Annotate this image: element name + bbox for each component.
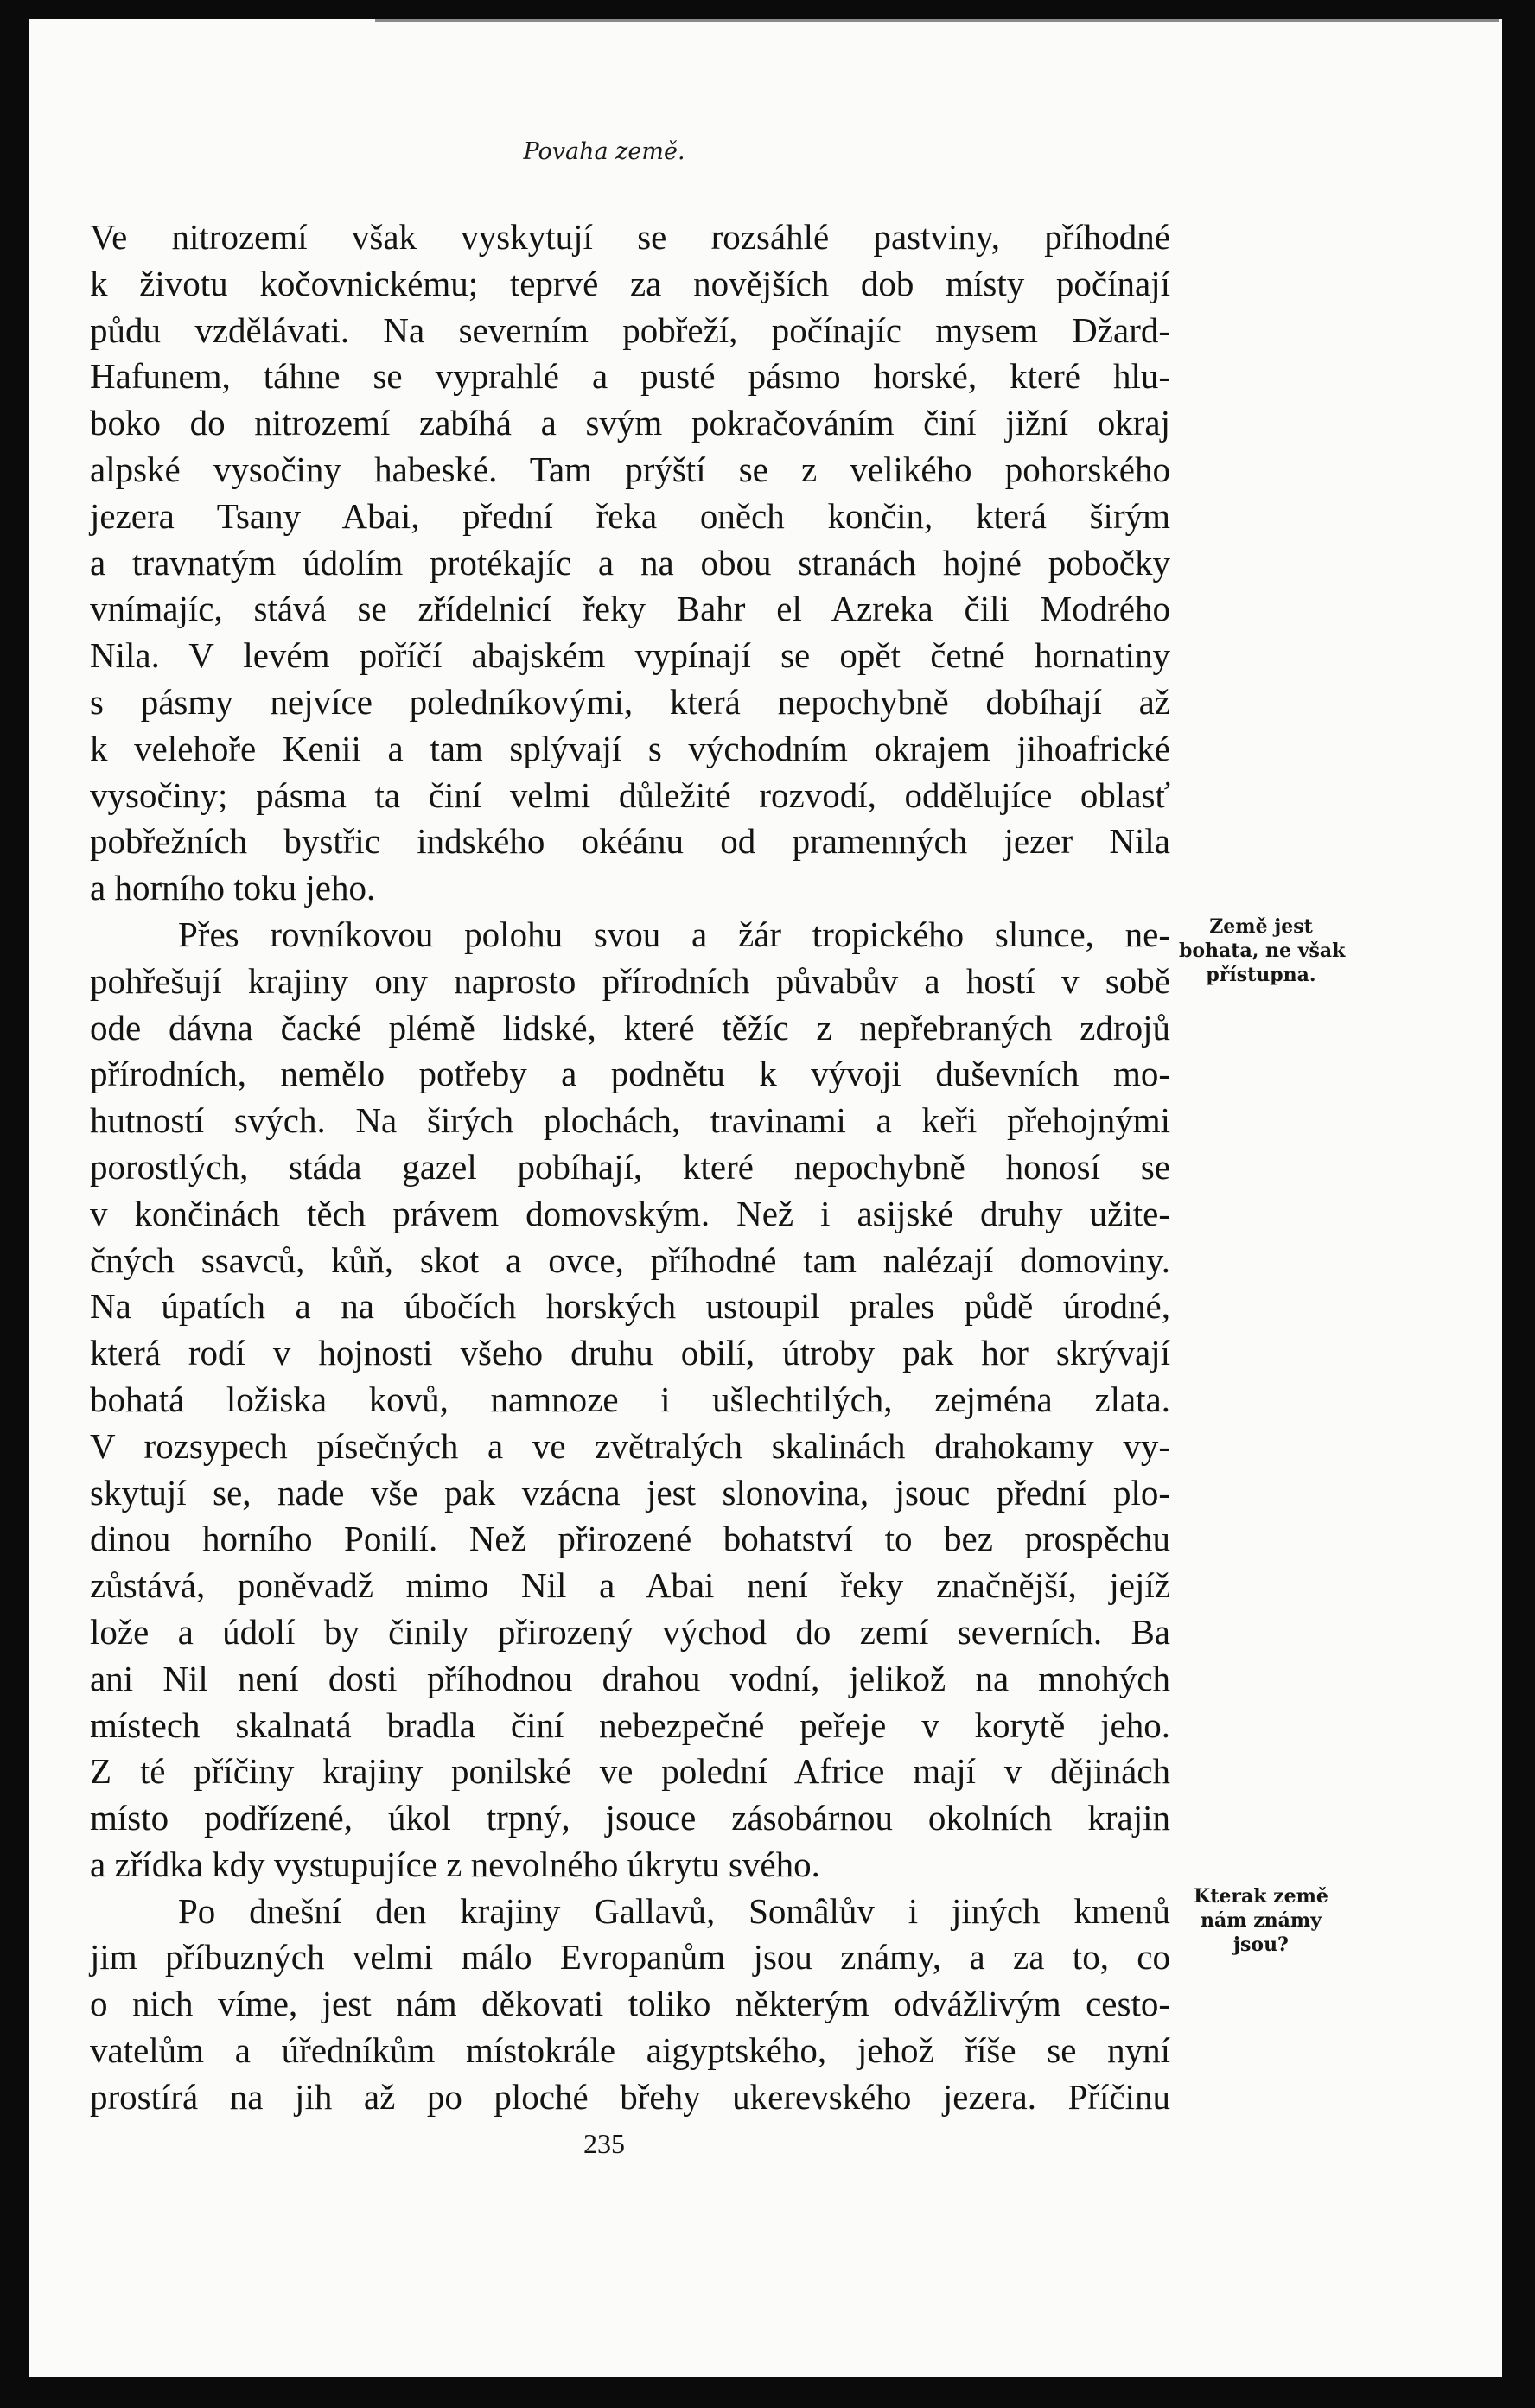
body-text xyxy=(90,214,1170,2121)
text-line: ani Nil není dosti příhodnou drahou vodní, jelikož na mnohých xyxy=(90,1658,1170,1698)
paragraph-3 xyxy=(90,1889,1170,2121)
text-line: Nila. V levém poříčí abajském vypínají se opět četné hornatiny xyxy=(90,635,1170,676)
text-line: skytují se, nade vše pak vzácna jest slonovina, jsouc přední plo- xyxy=(90,1472,1170,1513)
margin-note-line: bohata, ne však xyxy=(1179,940,1346,962)
text-line: a horního toku jeho. xyxy=(90,868,376,908)
text-line: hutností svých. Na širých plochách, travinami a keři přehojnými xyxy=(90,1100,1170,1141)
margin-note-line: Kterak země xyxy=(1194,1885,1328,1908)
text-line: lože a údolí by činily přirozený východ do zemí severních. Ba xyxy=(90,1611,1170,1652)
margin-note-wealth xyxy=(1179,914,1346,987)
text-line: a travnatým údolím protékajíc a na obou stranách hojné pobočky xyxy=(90,542,1170,583)
text-line: Z té příčiny krajiny ponilské ve polední Africe mají v dějinách xyxy=(90,1751,1170,1792)
text-line: Na úpatích a na úbočích horských ustoupil prales půdě úrodné, xyxy=(90,1286,1170,1327)
text-line: půdu vzdělávati. Na severním pobřeží, počínajíc mysem Džard- xyxy=(90,309,1170,350)
page-edge-shadow xyxy=(375,19,1499,22)
text-line: k velehoře Kenii a tam splývají s východním okrajem jihoafrické xyxy=(90,728,1170,768)
text-line: s pásmy nejvíce poledníkovými, která nepochybně dobíhají až xyxy=(90,681,1170,722)
page-number: 235 xyxy=(583,2128,625,2159)
text-line: bohatá ložiska kovů, namnoze i ušlechtilých, zejména zlata. xyxy=(90,1379,1170,1419)
text-line: Ve nitrozemí však vyskytují se rozsáhlé pastviny, příhodné xyxy=(90,217,1170,257)
paragraph-2 xyxy=(90,912,1170,1889)
margin-note-knowledge xyxy=(1179,1884,1343,1957)
text-line: jezera Tsany Abai, přední řeka oněch končin, která širým xyxy=(90,495,1170,536)
margin-note-line: Země jest xyxy=(1209,915,1313,938)
text-line: čných ssavců, kůň, skot a ovce, příhodné tam nalézají domoviny. xyxy=(90,1239,1170,1280)
text-line: vysočiny; pásma ta činí velmi důležité rozvodí, oddělujíce oblasť xyxy=(90,774,1170,815)
text-line: prostírá na jih až po ploché břehy ukerevského jezera. Příčinu xyxy=(90,2076,1170,2117)
text-line: vatelům a úředníkům místokrále aigyptského, jehož říše se nyní xyxy=(90,2030,1170,2071)
text-line: pobřežních bystřic indského okéánu od pramenných jezer Nila xyxy=(90,821,1170,862)
text-line: boko do nitrozemí zabíhá a svým pokračováním činí jižní okraj xyxy=(90,403,1170,443)
margin-note-line: přístupna. xyxy=(1206,964,1316,986)
text-line: Po dnešní den krajiny Gallavů, Somâlův i jiných kmenů xyxy=(178,1890,1170,1931)
text-line: místech skalnatá bradla činí nebezpečné peřeje v korytě jeho. xyxy=(90,1704,1170,1745)
text-line: Přes rovníkovou polohu svou a žár tropického slunce, ne- xyxy=(178,914,1170,954)
text-line: Hafunem, táhne se vyprahlé a pusté pásmo horské, které hlu- xyxy=(90,356,1170,397)
text-line: pohřešují krajiny ony naprosto přírodních půvabův a hostí v sobě xyxy=(90,960,1170,1001)
text-line: dinou horního Ponilí. Než přirozené bohatství to bez prospěchu xyxy=(90,1519,1170,1559)
paragraph-1 xyxy=(90,214,1170,912)
running-title: Povaha země. xyxy=(523,138,685,165)
text-line: porostlých, stáda gazel pobíhají, které nepochybně honosí se xyxy=(90,1146,1170,1187)
book-page xyxy=(29,19,1502,2377)
text-line: alpské vysočiny habeské. Tam prýští se z velikého pohorského xyxy=(90,449,1170,489)
margin-note-line: nám známy xyxy=(1201,1909,1322,1932)
margin-note-line: jsou? xyxy=(1233,1933,1289,1956)
text-line: vnímajíc, stává se zřídelnicí řeky Bahr el Azreka čili Modrého xyxy=(90,589,1170,629)
text-line: V rozsypech písečných a ve zvětralých skalinách drahokamy vy- xyxy=(90,1425,1170,1466)
text-line: k životu kočovnickému; teprvé za novějších dob místy počínají xyxy=(90,263,1170,303)
text-line: a zřídka kdy vystupujíce z nevolného úkrytu svého. xyxy=(90,1844,820,1884)
text-line: přírodních, nemělo potřeby a podnětu k vývoji duševních mo- xyxy=(90,1054,1170,1094)
text-line: v končinách těch právem domovským. Než i asijské druhy užite- xyxy=(90,1193,1170,1233)
text-line: jim příbuzných velmi málo Evropanům jsou známy, a za to, co xyxy=(90,1937,1170,1978)
text-line: místo podřízené, úkol trpný, jsouce zásobárnou okolních krajin xyxy=(90,1798,1170,1838)
text-line: ode dávna čacké plémě lidské, které těžíc z nepřebraných zdrojů xyxy=(90,1007,1170,1048)
text-line: která rodí v hojnosti všeho druhu obilí, útroby pak hor skrývají xyxy=(90,1333,1170,1373)
text-line: zůstává, poněvadž mimo Nil a Abai není řeky značnější, jejíž xyxy=(90,1565,1170,1606)
text-line: o nich víme, jest nám děkovati toliko některým odvážlivým cesto- xyxy=(90,1984,1170,2024)
